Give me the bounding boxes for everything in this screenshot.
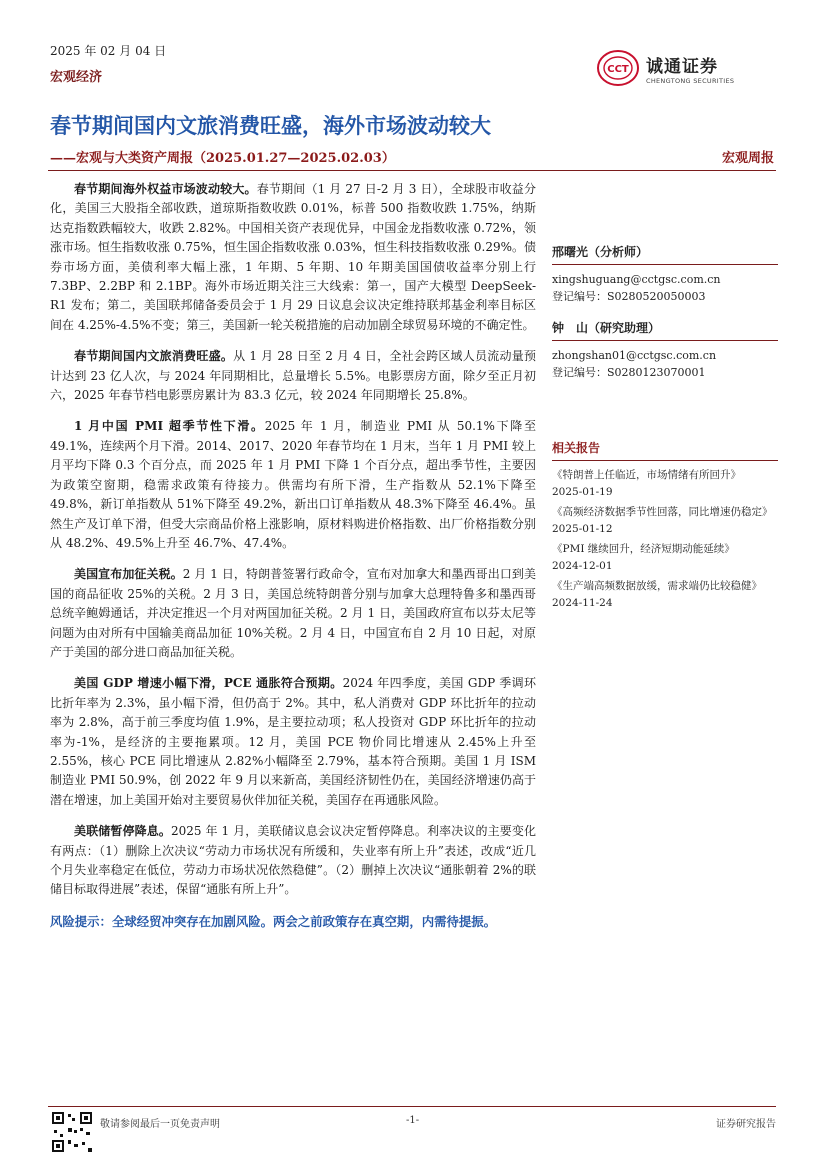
main-content [50, 180, 536, 931]
qr-code-icon [50, 1110, 94, 1154]
related-reports [552, 440, 778, 615]
paragraph-lead: 1 月中国 PMI 超季节性下滑。 [74, 419, 265, 434]
analyst-registration: 登记编号：S0280123070001 [552, 366, 706, 379]
paragraph-1 [50, 180, 536, 335]
page-number: -1- [406, 1115, 420, 1126]
related-divider [552, 460, 778, 461]
paragraph-2 [50, 347, 536, 405]
analyst-divider [552, 264, 778, 265]
related-report-date: 2024-12-01 [552, 560, 613, 572]
paragraph-lead: 美联储暂停降息。 [74, 824, 171, 839]
related-report-date: 2025-01-12 [552, 523, 613, 535]
paragraph-body: 2024 年四季度，美国 GDP 季调环比折年率为 2.3%，虽小幅下滑，但仍高于 2%。其中，私人消费对 GDP 环比折年的拉动率为 2.8%，高于前三季度均值 1.9%，是主要拉动项；私人投资对 GDP 环比折年的拉动率为-1%，是经济的主要拖累项。12 月，美国 PCE 物价同比增速从 2.45%上升至 2.55%，核心 PCE 同比增速从 2.82%小幅降至 2.79%，基本符合预期。美国 1 月 ISM 制造业 PMI 50.9%，创 2022 年 9 月以来新高，美国经济韧性仍在，美国经济增速仍高于潜在增速，加上美国开始对主要贸易伙伴加征关税，美国存在再通胀风险。 [50, 676, 537, 807]
report-subtitle: ——宏观与大类资产周报（2025.01.27—2025.02.03） [50, 151, 395, 166]
report-title: 春节期间国内文旅消费旺盛，海外市场波动较大 [50, 113, 491, 138]
footer-disclaimer: 敬请参阅最后一页免责声明 [100, 1119, 220, 1130]
paragraph-lead: 春节期间国内文旅消费旺盛。 [74, 349, 234, 364]
company-name: 诚通证券 [646, 57, 718, 77]
analyst-divider [552, 340, 778, 341]
paragraph-6 [50, 822, 536, 900]
related-report-title[interactable]: 《特朗普上任临近，市场情绪有所回升》 [552, 469, 741, 481]
report-type: 宏观周报 [721, 151, 774, 166]
analyst-name: 邢曙光（分析师） [552, 245, 649, 259]
paragraph-body: 从 1 月 28 日至 2 月 4 日，全社会跨区域人员流动量预计达到 23 亿人次，与 2024 年同期相比，总量增长 5.5%。电影票房方面，除夕至正月初六，2025 年春节档电影票房累计为 83.3 亿元，较 2024 年同期增长 25.8%。 [50, 349, 536, 403]
paragraph-lead: 春节期间海外权益市场波动较大。 [74, 182, 257, 196]
company-name-en: CHENGTONG SECURITIES [646, 77, 735, 85]
report-category: 宏观经济 [50, 70, 103, 85]
analyst-registration: 登记编号：S0280520050003 [552, 290, 706, 303]
paragraph-lead: 美国宣布加征关税。 [74, 567, 183, 582]
related-report-title[interactable]: 《高频经济数据季节性回落，同比增速仍稳定》 [552, 506, 773, 518]
header-divider [48, 170, 776, 171]
paragraph-4 [50, 565, 536, 662]
paragraph-3 [50, 417, 536, 553]
footer-report-label: 证券研究报告 [716, 1119, 776, 1130]
paragraph-5 [50, 674, 536, 810]
related-report-date: 2025-01-19 [552, 486, 613, 498]
analyst-2 [552, 320, 778, 381]
paragraph-body: 2025 年 1 月，制造业 PMI 从 50.1%下降至 49.1%，连续两个月下滑。2014、2017、2020 年春节均在 1 月末，当年 1 月 PMI 较上月平均下降 0.3 个百分点，而 2025 年 1 月 PMI 下降 1 个百分点，超出季节性，主要因为政策空窗期，稳需求政策有待接力。供需均有所下滑，生产指数从 52.1%下降至 49.8%，新订单指数从 51%下降至 49.2%，新出口订单指数从 48.3%下降至 46.4%。虽然生产及订单下滑，但受大宗商品价格上涨影响，原材料购进价格指数、出厂价格指数分别从 48.2%、49.5%上升至 46.7%、47.4%。 [50, 419, 536, 550]
related-report-title[interactable]: 《PMI 继续回升，经济短期动能延续》 [552, 543, 735, 555]
report-date: 2025 年 02 月 04 日 [50, 44, 167, 58]
paragraph-body: 春节期间（1 月 27 日-2 月 3 日），全球股市收益分化，美国三大股指全部收跌，道琼斯指数收跌 0.01%，标普 500 指数收跌 1.75%，纳斯达克指数跌幅较大，收跌 2.82%。中国相关资产表现优异，中国金龙指数收涨 0.72%，领涨市场。恒生指数收涨 0.75%，恒生国企指数收涨 0.03%，恒生科技指数收涨 0.29%。债券市场方面，美债利率大幅上涨，1 年期、5 年期、10 年期美国国债收益率分别上行 7.3BP、2.2BP 和 2.1BP。海外市场近期关注三大线索：第一，国产大模型 DeepSeek-R1 发布；第二，美国联邦储备委员会于 1 月 29 日议息会议决定维持联邦基金利率目标区间在 4.25%-4.5%不变；第三，美国新一轮关税措施的启动加剧全球贸易环境的不确定性。 [50, 182, 536, 332]
paragraph-body: 2 月 1 日，特朗普签署行政命令，宣布对加拿大和墨西哥出口到美国的商品征收 25%的关税。2 月 3 日，美国总统特朗普分别与加拿大总理特鲁多和墨西哥总统辛鲍姆通话，并决定推迟一个月对两国加征关税。2 月 1 日，美国政府宣布以芬太尼等问题为由对所有中国输美商品加征 10%关税。2 月 4 日，中国宣布自 2 月 10 日起，对原产于美国的部分进口商品加征关税。 [50, 567, 536, 659]
analyst-email[interactable]: xingshuguang@cctgsc.com.cn [552, 273, 721, 286]
risk-warning: 风险提示：全球经贸冲突存在加剧风险。两会之前政策存在真空期，内需待提振。 [50, 913, 497, 929]
paragraph-body: 2025 年 1 月，美联储议息会议决定暂停降息。利率决议的主要变化有两点：（1）删除上次决议“劳动力市场状况有所缓和，失业率有所上升”表述，改成“近几个月失业率稳定在低位，劳动力市场状况依然稳健”。（2）删掉上次决议“通胀朝着 2%的联储目标取得进展”表述，保留“通胀有所上升”。 [50, 824, 536, 897]
analyst-name: 钟 山（研究助理） [552, 321, 661, 335]
paragraph-lead: 美国 GDP 增速小幅下滑，PCE 通胀符合预期。 [74, 676, 343, 691]
analyst-1 [552, 244, 778, 305]
related-reports-heading: 相关报告 [552, 441, 601, 455]
related-report-date: 2024-11-24 [552, 597, 613, 609]
analyst-email[interactable]: zhongshan01@cctgsc.com.cn [552, 349, 717, 362]
logo-mark: CCT [607, 64, 629, 75]
footer-divider [48, 1106, 776, 1107]
company-logo-icon [596, 48, 640, 88]
related-report-title[interactable]: 《生产端高频数据放缓，需求端仍比较稳健》 [552, 580, 762, 592]
